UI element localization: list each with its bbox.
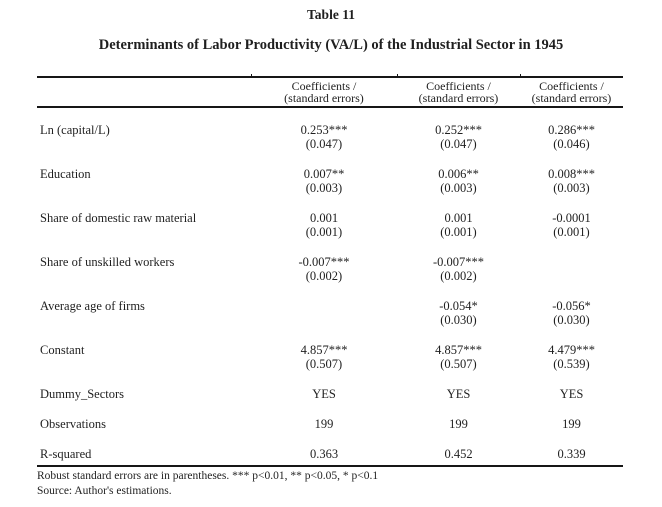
coefficient-cell: [520, 447, 623, 461]
row-label: Constant: [40, 343, 85, 357]
standard-error-value: (0.001): [440, 225, 477, 239]
standard-error-value: (0.003): [553, 181, 590, 195]
coefficient-value: 199: [314, 417, 334, 431]
coefficient-cell: [397, 387, 520, 401]
coefficient-cell: [397, 417, 520, 431]
regression-table: [37, 76, 623, 498]
coefficient-value: 4.479***: [548, 343, 595, 357]
column-boundary-tick: [520, 74, 521, 78]
coefficient-value: -0.0001: [552, 211, 591, 225]
coefficient-value: -0.007***: [432, 255, 485, 269]
coefficient-cell: [520, 211, 623, 239]
coefficient-cell: [251, 211, 397, 239]
coefficient-cell: [251, 255, 397, 283]
table-notes: [37, 469, 623, 498]
table-row: [37, 123, 623, 151]
coefficient-cell: [251, 387, 397, 401]
standard-error-value: (0.507): [305, 357, 343, 371]
table-row: [37, 211, 623, 239]
standard-error-value: (0.001): [305, 225, 343, 239]
coefficient-value: 0.452: [444, 447, 473, 461]
header-col-2: [397, 80, 520, 104]
coefficient-cell: [520, 299, 623, 327]
coefficient-cell: [251, 417, 397, 431]
coefficient-value: 0.001: [444, 211, 473, 225]
standard-error-value: (0.002): [440, 269, 477, 283]
standard-error-value: (0.030): [553, 313, 590, 327]
coefficient-cell: [520, 417, 623, 431]
standard-error-value: (0.003): [440, 181, 477, 195]
coefficient-cell: [520, 255, 623, 283]
coefficient-value: 199: [562, 417, 581, 431]
coefficient-value: 0.006**: [438, 167, 479, 181]
coefficient-value: 0.286***: [548, 123, 595, 137]
row-label: Ln (capital/L): [40, 123, 110, 137]
table-row: [37, 255, 623, 283]
coefficient-cell: [520, 123, 623, 151]
coefficient-value: -0.007***: [298, 255, 350, 269]
coefficient-cell: [520, 167, 623, 195]
row-label: R-squared: [40, 447, 92, 461]
table-row: [37, 299, 623, 327]
table-row: [37, 447, 623, 461]
coefficient-cell: [397, 343, 520, 371]
coefficient-value: 0.001: [309, 211, 339, 225]
coefficient-value: 0.007**: [303, 167, 345, 181]
coefficient-cell: [397, 255, 520, 283]
row-label: Observations: [40, 417, 106, 431]
coefficient-cell: [520, 387, 623, 401]
note-significance: Robust standard errors are in parentheses. *** p<0.01, ** p<0.05, * p<0.1: [37, 470, 379, 482]
coefficient-value: YES: [312, 387, 336, 401]
coefficient-value: 0.339: [557, 447, 586, 461]
standard-error-value: (0.047): [305, 137, 343, 151]
table-row: [37, 417, 623, 431]
table-row: [37, 387, 623, 401]
standard-error-value: (0.539): [553, 357, 590, 371]
coefficient-cell: [397, 211, 520, 239]
standard-error-value: (0.507): [440, 357, 477, 371]
coefficient-value: YES: [446, 387, 471, 401]
row-label: Share of domestic raw material: [40, 211, 197, 225]
row-label: Dummy_Sectors: [40, 387, 125, 401]
coefficient-cell: [251, 343, 397, 371]
standard-error-value: (0.001): [553, 225, 590, 239]
standard-error-value: (0.047): [440, 137, 477, 151]
coefficient-cell: [251, 447, 397, 461]
header-col-3-line-2: (standard errors): [531, 91, 612, 105]
table-row: [37, 343, 623, 371]
header-col-1-line-2: (standard errors): [284, 91, 364, 105]
standard-error-value: (0.003): [305, 181, 343, 195]
coefficient-value: 4.857***: [300, 343, 348, 357]
standard-error-value: (0.002): [305, 269, 343, 283]
coefficient-value: -0.056*: [552, 299, 591, 313]
header-spacer: [37, 80, 251, 104]
coefficient-cell: [251, 167, 397, 195]
coefficient-value: 0.252***: [435, 123, 482, 137]
row-label: Average age of firms: [40, 299, 145, 313]
coefficient-cell: [251, 299, 397, 327]
coefficient-value: 199: [449, 417, 468, 431]
header-col-3-line-1: Coefficients /: [539, 79, 604, 93]
row-label: Education: [40, 167, 91, 181]
coefficient-cell: [397, 299, 520, 327]
header-col-3: [520, 80, 623, 104]
coefficient-value: -0.054*: [439, 299, 478, 313]
coefficient-value: 0.008***: [548, 167, 595, 181]
column-boundary-tick: [251, 74, 252, 78]
coefficient-value: 0.363: [309, 447, 339, 461]
coefficient-cell: [397, 167, 520, 195]
table-subtitle: Determinants of Labor Productivity (VA/L) of the Industrial Sector in 1945: [98, 37, 564, 53]
table-number-title: Table 11: [307, 7, 355, 22]
coefficient-value: 0.253***: [300, 123, 348, 137]
coefficient-cell: [520, 343, 623, 371]
table-row: [37, 167, 623, 195]
coefficient-cell: [397, 123, 520, 151]
column-boundary-tick: [397, 74, 398, 78]
standard-error-value: (0.030): [440, 313, 477, 327]
table-header-row: [37, 76, 623, 108]
header-col-2-line-2: (standard errors): [418, 91, 499, 105]
header-col-2-line-1: Coefficients /: [426, 79, 491, 93]
coefficient-cell: [397, 447, 520, 461]
table-body: [37, 108, 623, 467]
row-label: Share of unskilled workers: [40, 255, 175, 269]
header-col-1-line-1: Coefficients /: [291, 79, 357, 93]
coefficient-value: YES: [559, 387, 584, 401]
note-source: Source: Author's estimations.: [37, 484, 172, 497]
standard-error-value: (0.046): [553, 137, 590, 151]
coefficient-value: 4.857***: [435, 343, 482, 357]
header-col-1: [251, 80, 397, 104]
coefficient-cell: [251, 123, 397, 151]
